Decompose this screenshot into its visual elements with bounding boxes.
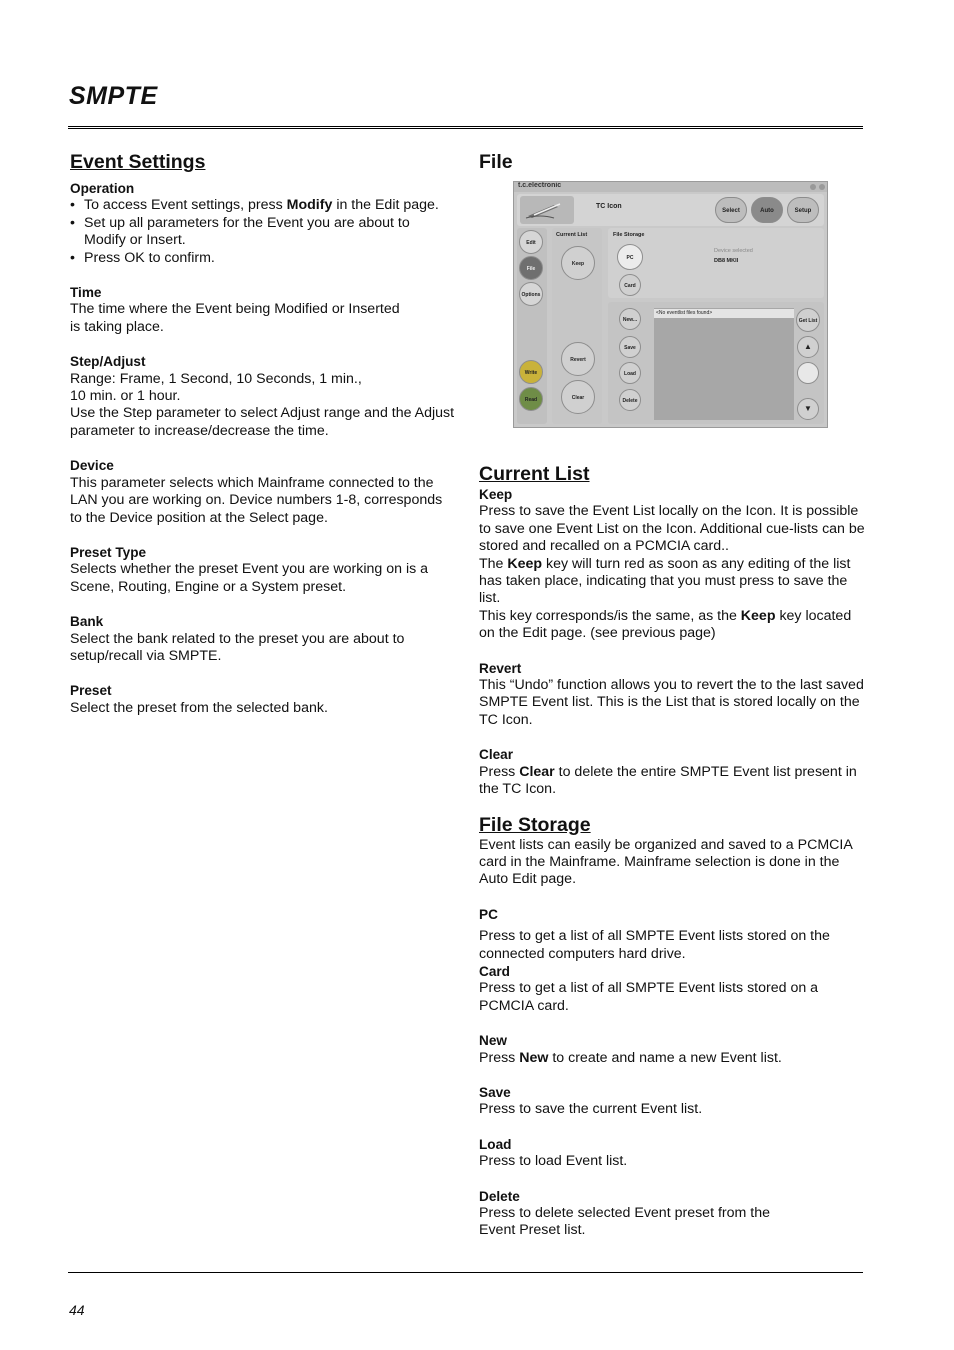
page-number: 44 xyxy=(69,1302,85,1318)
bank-heading: Bank xyxy=(70,614,104,630)
left-column xyxy=(70,150,455,717)
delete-heading: Delete xyxy=(479,1188,520,1204)
keep-text-2: The Keep key will turn red as soon as any editing of the list has taken place, indicating that you must press to save the list. xyxy=(479,555,851,607)
tc-electronic-logo: t.c.electronic xyxy=(518,182,562,189)
device-name: DB8 MKII xyxy=(714,258,739,264)
clear-text: Press Clear to delete the entire SMPTE Event list present in the TC Icon. xyxy=(479,763,857,798)
clear-button[interactable]: Clear xyxy=(561,380,595,414)
save-heading: Save xyxy=(479,1084,511,1100)
time-heading: Time xyxy=(70,285,102,301)
setup-button[interactable]: Setup xyxy=(787,197,819,223)
delete-text-1: Press to delete selected Event preset from the xyxy=(479,1205,770,1221)
preset-heading: Preset xyxy=(70,683,112,699)
load-text: Press to load Event list. xyxy=(479,1153,628,1170)
delete-text-2: Event Preset list. xyxy=(479,1222,586,1239)
device-heading: Device xyxy=(70,458,114,474)
get-list-button[interactable]: Get List xyxy=(796,308,820,332)
card-text: Press to get a list of all SMPTE Event lists stored on a PCMCIA card. xyxy=(479,980,819,1014)
header-rule-double xyxy=(68,128,863,129)
file-storage-label: File Storage xyxy=(613,232,645,238)
event-file-list[interactable] xyxy=(654,308,794,420)
load-button[interactable]: Load xyxy=(619,362,641,384)
save-button[interactable]: Save xyxy=(619,336,641,358)
scroll-up-icon[interactable]: ▲ xyxy=(797,336,819,358)
pc-button[interactable]: PC xyxy=(617,244,643,270)
revert-text: This “Undo” function allows you to revert the to the last saved SMPTE Event list. This is the List that is stored locally on the TC Icon. xyxy=(479,677,864,728)
step-adjust-heading: Step/Adjust xyxy=(70,354,146,370)
file-storage-heading: File Storage xyxy=(479,813,591,836)
step-adjust-text-2: 10 min. or 1 hour. xyxy=(70,388,181,405)
header-rule xyxy=(68,126,863,127)
edit-button[interactable]: Edit xyxy=(519,230,543,254)
delete-button[interactable]: Delete xyxy=(619,389,641,411)
operation-bullet-2: • Set up all parameters for the Event you are about to Modify or Insert. xyxy=(70,215,455,250)
new-button[interactable]: New... xyxy=(619,308,641,330)
card-heading: Card xyxy=(479,963,510,979)
operation-bullet-3: • Press OK to confirm. xyxy=(70,250,455,267)
save-text: Press to save the current Event list. xyxy=(479,1101,703,1118)
preset-type-text: Selects whether the preset Event you are working on is a Scene, Routing, Engine or a System preset. xyxy=(70,561,429,595)
scroll-thumb[interactable] xyxy=(797,362,819,384)
list-placeholder: <No eventlist files found> xyxy=(654,309,794,318)
time-text-2: is taking place. xyxy=(70,318,164,335)
bank-text: Select the bank related to the preset you are about to setup/recall via SMPTE. xyxy=(70,630,405,664)
keep-text-3: This key corresponds/is the same, as the Keep key located on the Edit page. (see previous page) xyxy=(479,607,852,642)
file-heading: File xyxy=(479,151,513,173)
pc-heading: PC xyxy=(479,906,498,922)
file-storage-intro: Event lists can easily be organized and saved to a PCMCIA card in the Mainframe. Mainframe selection is done in the Auto Edit page. xyxy=(479,836,853,888)
minimize-icon xyxy=(810,184,816,190)
pen-icon xyxy=(520,196,574,224)
preset-type-heading: Preset Type xyxy=(70,544,147,560)
current-list-heading: Current List xyxy=(479,463,590,485)
close-icon xyxy=(819,184,825,190)
clear-heading: Clear xyxy=(479,747,514,763)
revert-heading: Revert xyxy=(479,660,522,676)
tc-icon-image xyxy=(520,196,574,224)
operation-heading: Operation xyxy=(70,181,135,196)
preset-text: Select the preset from the selected bank. xyxy=(70,699,328,716)
footer-rule xyxy=(68,1272,863,1273)
write-button[interactable]: Write xyxy=(519,360,543,384)
event-settings-heading: Event Settings xyxy=(70,151,206,173)
revert-button[interactable]: Revert xyxy=(561,342,595,376)
select-button[interactable]: Select xyxy=(715,197,747,223)
load-heading: Load xyxy=(479,1136,512,1152)
current-list-label: Current List xyxy=(556,232,588,238)
auto-button[interactable]: Auto xyxy=(751,197,783,223)
step-adjust-text-1: Range: Frame, 1 Second, 10 Seconds, 1 min., xyxy=(70,370,362,387)
screenshot-title: TC Icon xyxy=(596,203,622,210)
read-button[interactable]: Read xyxy=(519,387,543,411)
file-page-screenshot xyxy=(513,181,828,428)
options-button[interactable]: Options xyxy=(519,282,543,306)
scroll-down-icon[interactable]: ▼ xyxy=(797,398,819,420)
operation-bullet-1: • To access Event settings, press Modify in the Edit page. xyxy=(70,197,455,214)
chapter-title: SMPTE xyxy=(69,82,158,110)
keep-heading: Keep xyxy=(479,487,513,502)
device-caption: Device selected xyxy=(714,248,753,254)
device-text: This parameter selects which Mainframe connected to the LAN you are working on. Device numbers 1-8, corresponds to the Device position at the Select page. xyxy=(70,474,443,526)
keep-button[interactable]: Keep xyxy=(561,246,595,280)
new-text: Press New to create and name a new Event list. xyxy=(479,1049,782,1066)
new-heading: New xyxy=(479,1033,507,1049)
pc-text: Press to get a list of all SMPTE Event lists stored on the connected computers hard drive. xyxy=(479,928,830,962)
step-adjust-text-3: Use the Step parameter to select Adjust range and the Adjust parameter to increase/decrease the time. xyxy=(70,405,455,439)
time-text-1: The time where the Event being Modified or Inserted xyxy=(70,301,400,318)
card-button[interactable]: Card xyxy=(619,274,641,296)
file-button[interactable]: File xyxy=(519,256,543,280)
keep-text-1: Press to save the Event List locally on the Icon. It is possible to save one Event List on the Icon. Additional cue-lists can be stored and recalled on a PCMCIA card.. xyxy=(479,503,865,555)
operation-list xyxy=(70,197,455,267)
